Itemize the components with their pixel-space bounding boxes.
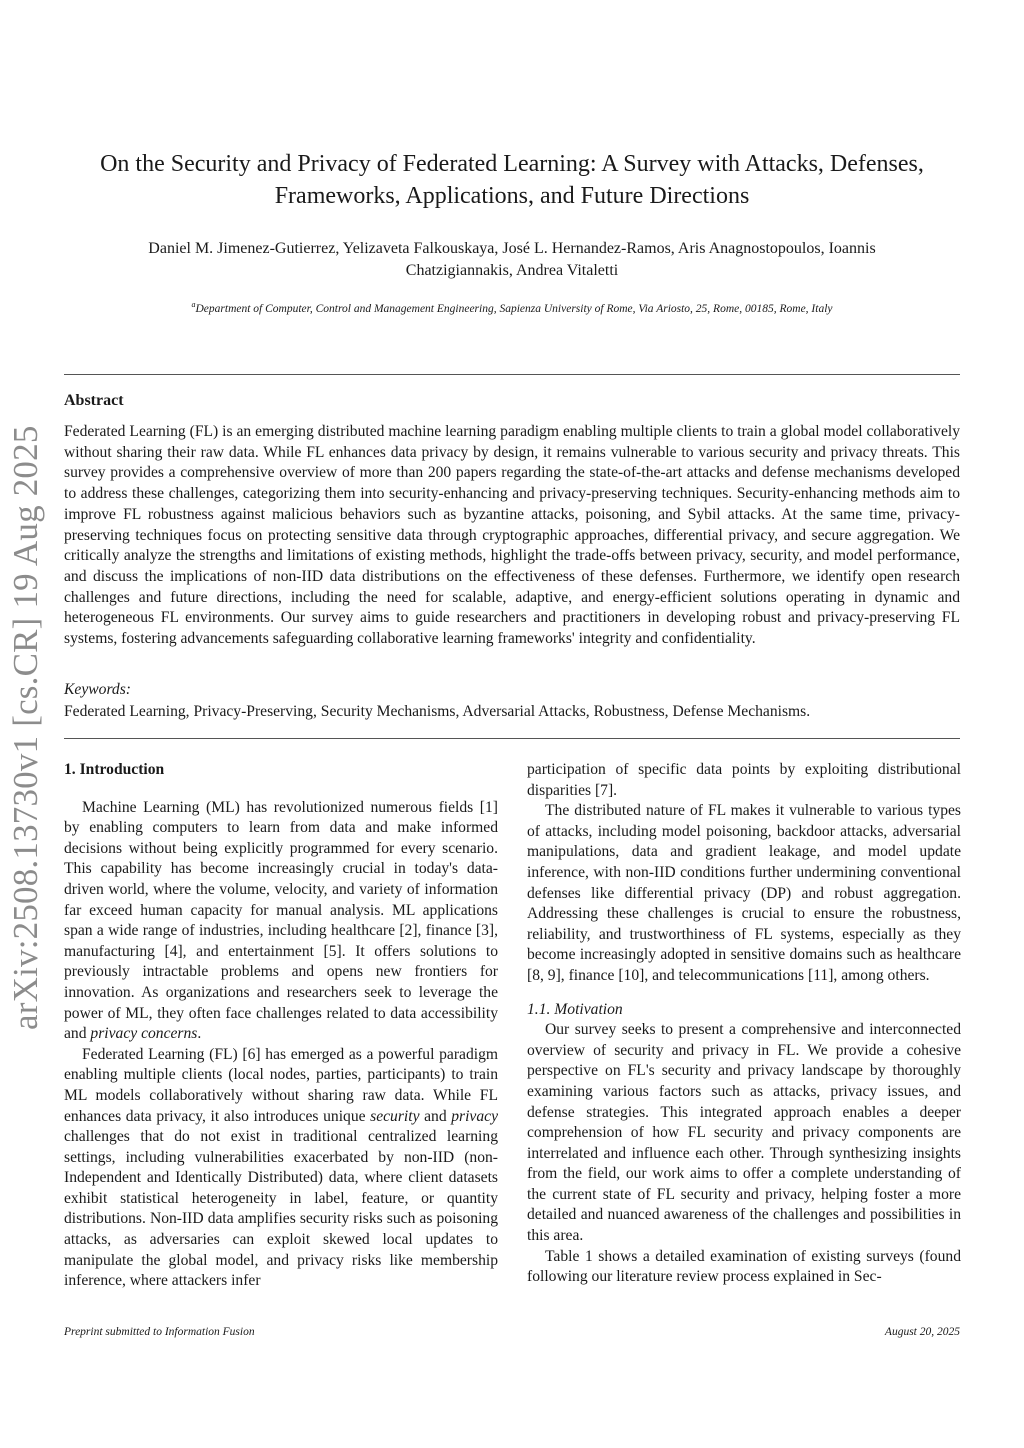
intro-paragraph-4: The distributed nature of FL makes it vulnerable to various types of attacks, including model poisoning, backdoor attacks, adversarial manipulations, data and gradient leakage, and model update inference, with non-IID conditions further undermining conventional defenses like differential privacy (DP) and robust aggregation. Addressing these challenges is crucial to ensure the robustness, reliability, and trustworthiness of FL systems, especially as they become increasingly adopted in sensitive domains such as healthcare [8, 9], finance [10], and telecommunications [11], among others. [527,802,961,984]
author-list [110,238,914,282]
keywords-text: Federated Learning, Privacy-Preserving, Security Mechanisms, Adversarial Attacks, Robustness, Defense Mechanisms. [64,703,811,720]
intro-p2-emphasis-security: security [370,1107,420,1125]
right-column [527,760,961,1288]
footer-date: August 20, 2025 [884,1326,960,1338]
subsection-heading-motivation: 1.1. Motivation [527,1000,623,1018]
authors-line-2: Chatzigiannakis, Andrea Vitaletti [405,262,619,279]
left-column [64,760,498,1292]
intro-p2-text-c: challenges that do not exist in traditional centralized learning settings, including vulnerabilities exacerbated by non-IID (non-Independent and Identically Distributed) data, where client datasets exhibit statistical heterogeneity in label, feature, or quantity distributions. Non-IID data amplifies security risks such as poisoning attacks, as adversaries can exploit skewed local updates to manipulate the global model, and privacy risks like membership inference, where attackers infer [64,1128,498,1290]
motivation-paragraph-2: Table 1 shows a detailed examination of existing surveys (found following our literature review process explained in Sec- [527,1247,961,1286]
intro-p1-text: Machine Learning (ML) has revolutionized numerous fields [1] by enabling computers to learn from data and make informed decisions without being explicitly programmed for every scenario. This capability has become increasingly crucial in today's data-driven world, where the volume, velocity, and variety of information far exceed human capacity for manual analysis. ML applications span a wide range of industries, including healthcare [2], finance [3], manufacturing [4], and entertainment [5]. It offers solutions to previously intractable problems and opens new frontiers for innovation. As organizations and researchers seek to leverage the power of ML, they often face challenges related to data accessibility and [64,798,498,1043]
intro-p2-emphasis-privacy: privacy [451,1107,498,1125]
affiliation-text: Department of Computer, Control and Management Engineering, Sapienza University of Rome, Via Ariosto, 25, Rome, 00185, Rome, Italy [195,302,833,315]
top-divider [64,374,960,375]
keywords-heading: Keywords: [64,681,131,698]
intro-p2-text-b: and [419,1107,452,1125]
affiliation-mark: a [191,300,196,309]
intro-paragraph-2 [64,1045,498,1292]
footer-submission-note: Preprint submitted to Information Fusion [64,1326,255,1338]
abstract-heading: Abstract [64,392,124,409]
affiliation [64,297,960,317]
arxiv-identifier-stamp[interactable]: arXiv:2508.13730v1 [cs.CR] 19 Aug 2025 [6,425,45,1030]
bottom-divider [64,738,960,739]
intro-paragraph-1 [64,798,498,1045]
intro-paragraph-3: participation of specific data points by exploiting distributional disparities [7]. [527,761,961,799]
motivation-paragraph-1: Our survey seeks to present a comprehensive and interconnected overview of security and privacy in FL. We provide a cohesive perspective on FL's security and privacy landscape by thoroughly examining various factors such as attacks, privacy issues, and defense strategies. This integrated approach enables a deeper comprehension of how FL security and privacy components are interrelated and influence each other. Through synthesizing insights from the field, our work aims to offer a complete understanding of the current state of FL security and privacy, helping foster a more detailed and nuanced awareness of the challenges and possibilities in this area. [527,1021,961,1245]
abstract-text: Federated Learning (FL) is an emerging distributed machine learning paradigm enabling multiple clients to train a global model collaboratively without sharing their raw data. While FL enhances data privacy by design, it remains vulnerable to various security and privacy threats. This survey provides a comprehensive overview of more than 200 papers regarding the state-of-the-art attacks and defense mechanisms developed to address these challenges, categorizing them into security-enhancing and privacy-preserving techniques. Security-enhancing methods aim to improve FL robustness against malicious behaviors such as byzantine attacks, poisoning, and Sybil attacks. At the same time, privacy-preserving techniques focus on protecting sensitive data through cryptographic approaches, differential privacy, and secure aggregation. We critically analyze the strengths and limitations of existing methods, highlight the trade-offs between privacy, security, and model performance, and discuss the implications of non-IID data distributions on the effectiveness of these defenses. Furthermore, we identify open research challenges and future directions, including the need for scalable, adaptive, and energy-efficient solutions operating in dynamic and heterogeneous FL environments. Our survey aims to guide researchers and practitioners in developing robust and privacy-preserving FL systems, fostering advancements safeguarding collaborative learning frameworks' integrity and confidentiality. [64,423,960,648]
intro-p1-end: . [197,1025,202,1043]
authors-line-1: Daniel M. Jimenez-Gutierrez, Yelizaveta Falkouskaya, José L. Hernandez-Ramos, Aris Anagnostopoulos, Ioannis [148,240,876,257]
intro-p2-text-a: Federated Learning (FL) [6] has emerged as a powerful paradigm enabling multiple clients (local nodes, parties, participants) to train ML models collaboratively without sharing raw data. While FL enhances data privacy, it also introduces unique [64,1045,498,1125]
intro-p1-emphasis: privacy concerns [90,1025,198,1043]
title-line-1: On the Security and Privacy of Federated Learning: A Survey with Attacks, Defenses, [100,151,924,177]
paper-title [64,148,960,212]
title-line-2: Frameworks, Applications, and Future Directions [274,183,750,209]
section-heading-introduction: 1. Introduction [64,761,165,778]
